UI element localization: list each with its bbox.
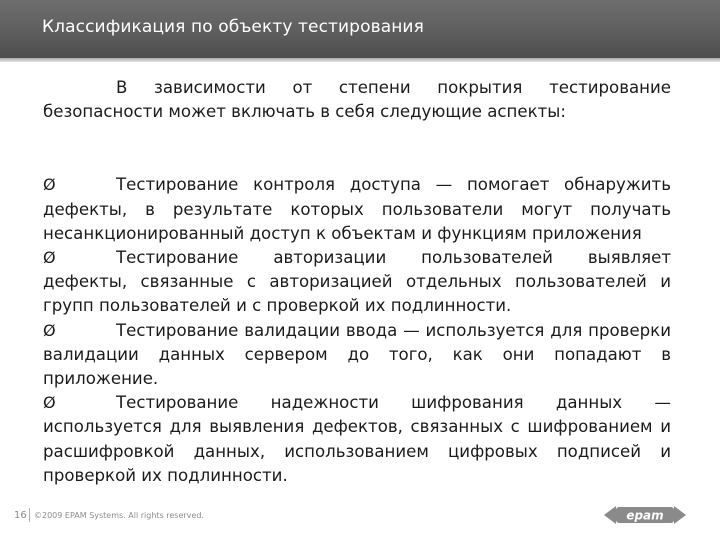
bullet-item [43,173,671,246]
bullet-text: Тестирование валидации ввода — используется для проверки валидации данных сервером до того, как они попадают в приложение. [43,320,671,389]
bullet-item [43,391,671,488]
bullet-text: Тестирование контроля доступа — помогает обнаружить дефекты, в результате которых пользователи могут получать несанкционированный доступ к объектам и функциям приложения [43,175,671,243]
bullet-text: Тестирование надежности шифрования данных — используется для выявления дефектов, связанных с шифрованием и расшифровкой данных, использованием цифровых подписей и проверкой их подлинности. [43,393,671,485]
slide-body [43,76,671,488]
intro-paragraph: В зависимости от степени покрытия тестирование безопасности может включать в себя следующие аспекты: [43,78,671,122]
page-number: 16 [14,510,27,521]
arrow-bullet-icon: Ø [43,320,56,340]
bullet-item [43,246,671,319]
slide-title: Классификация по объекту тестирования [42,17,424,37]
arrow-bullet-icon: Ø [43,175,56,195]
slide-footer [0,504,720,540]
footer-divider [29,508,30,522]
epam-logo-icon [604,504,686,526]
slide-header [0,0,720,58]
bullet-item [43,319,671,392]
arrow-bullet-icon: Ø [43,393,56,413]
arrow-bullet-icon: Ø [43,248,56,268]
copyright-text: ©2009 EPAM Systems. All rights reserved. [34,511,204,520]
logo-text: epam [626,508,664,523]
bullet-text: Тестирование авторизации пользователей выявляет дефекты, связанные с авторизацией отдельных пользователей и групп пользователей и с проверкой их подлинности. [43,248,671,316]
header-divider [0,58,720,62]
